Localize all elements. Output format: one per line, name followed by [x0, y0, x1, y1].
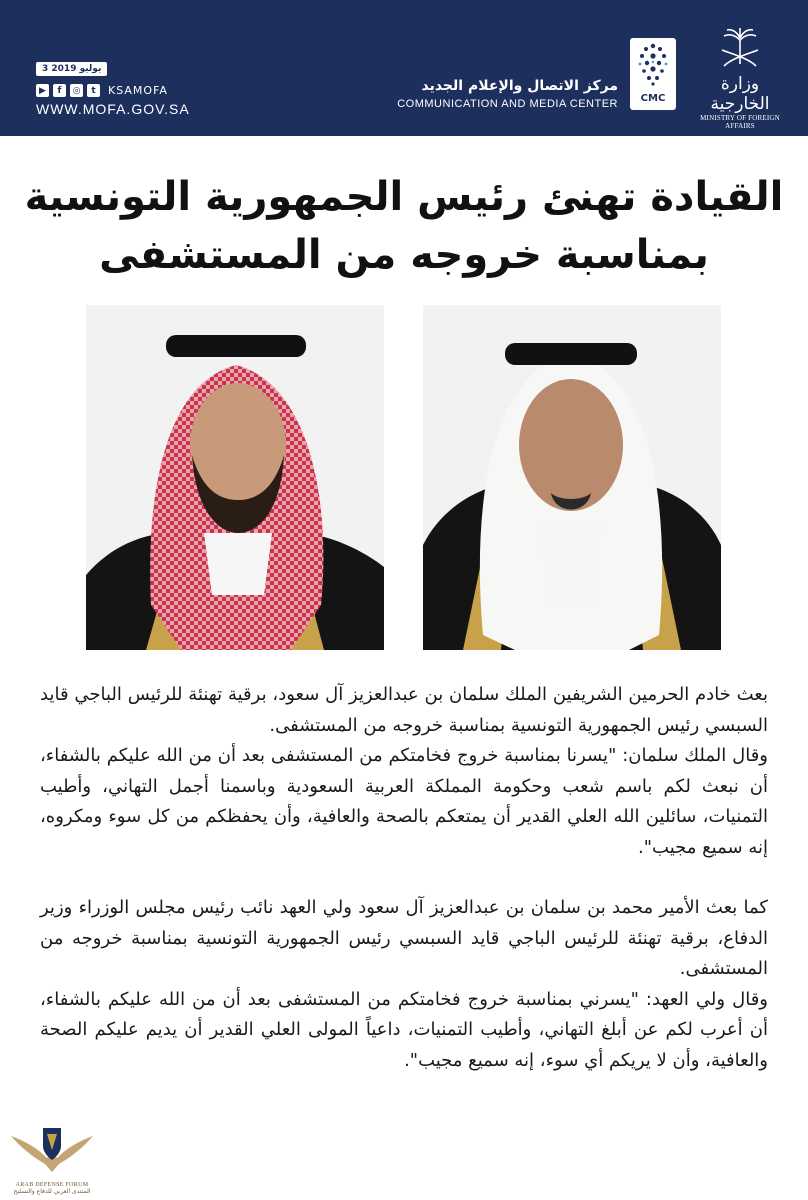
twitter-icon[interactable]: t [87, 84, 100, 97]
cmc-arabic: مركز الاتصال والإعلام الجديد [421, 78, 618, 94]
mofa-english: MINISTRY OF FOREIGN AFFAIRS [700, 114, 780, 130]
date-badge: 3 يوليو 2019 [36, 62, 107, 76]
cmc-english: COMMUNICATION AND MEDIA CENTER [397, 98, 618, 110]
paragraph-crown-prince-telegram: كما بعث الأمير محمد بن سلمان بن عبدالعزيز آل سعود ولي العهد نائب رئيس مجلس الوزراء وزير الدفاع، برقية تهنئة للرئيس الباجي قايد السبسي رئيس الجمهورية التونسية بمناسبة خروجه من المستشفى. [40, 897, 768, 979]
portrait-left-image [86, 305, 384, 650]
paragraph-spacer [40, 863, 768, 893]
social-handle[interactable]: KSAMOFA [108, 84, 168, 97]
crown-prince-portrait [86, 305, 384, 650]
mofa-logo [692, 26, 788, 130]
watermark-name-ar: المنتدى العربي للدفاع والتسليح [13, 1188, 91, 1195]
cmc-logo-text: CMC [640, 93, 666, 104]
palm-swords-emblem-icon [718, 26, 762, 68]
watermark-name-en: ARAB DEFENSE FORUM [15, 1182, 89, 1188]
cmc-logo [630, 38, 676, 110]
website-link[interactable]: WWW.MOFA.GOV.SA [36, 101, 190, 117]
header-banner [0, 0, 808, 136]
instagram-icon[interactable]: ◎ [70, 84, 83, 97]
cmc-logo-icon [630, 38, 676, 90]
portrait-right-image [423, 305, 721, 650]
article-body [40, 680, 768, 1076]
social-row [36, 84, 190, 97]
title-line-2: بمناسبة خروجه من المستشفى [99, 232, 709, 278]
facebook-icon[interactable]: f [53, 84, 66, 97]
page-title [20, 168, 788, 284]
header-contact [36, 56, 190, 117]
cmc-title [397, 78, 618, 110]
paragraph-king-telegram: بعث خادم الحرمين الشريفين الملك سلمان بن عبدالعزيز آل سعود، برقية تهنئة للرئيس الباجي قايد السبسي رئيس الجمهورية التونسية بمناسبة خروجه من المستشفى. [40, 684, 768, 736]
eagle-shield-icon [7, 1122, 97, 1178]
mofa-arabic: وزارة الخارجية [710, 74, 770, 114]
forum-watermark [6, 1122, 98, 1198]
king-portrait [423, 305, 721, 650]
title-line-1: القيادة تهنئ رئيس الجمهورية التونسية [24, 174, 784, 220]
paragraph-king-quote: وقال الملك سلمان: "يسرنا بمناسبة خروج فخامتكم من المستشفى بعد أن من الله عليكم بالشفاء، أن نبعث لكم باسم شعب وحكومة المملكة العربية السعودية وباسمنا أجمل التهاني، وأطيب التمنيات، سائلين الله العلي القدير أن يمتعكم بالصحة والعافية، وأن يحفظكم من كل سوء ومكروه، إنه سميع مجيب". [40, 745, 768, 858]
youtube-icon[interactable]: ▶ [36, 84, 49, 97]
paragraph-crown-prince-quote: وقال ولي العهد: "يسرني بمناسبة خروج فخامتكم من المستشفى بعد أن من الله عليكم بالشفاء، أن أعرب لكم عن أبلغ التهاني، وأطيب التمنيات، داعياً المولى العلي القدير أن يديم عليكم الصحة والعافية، وأن لا يريكم أي سوء، إنه سميع مجيب". [40, 988, 768, 1071]
